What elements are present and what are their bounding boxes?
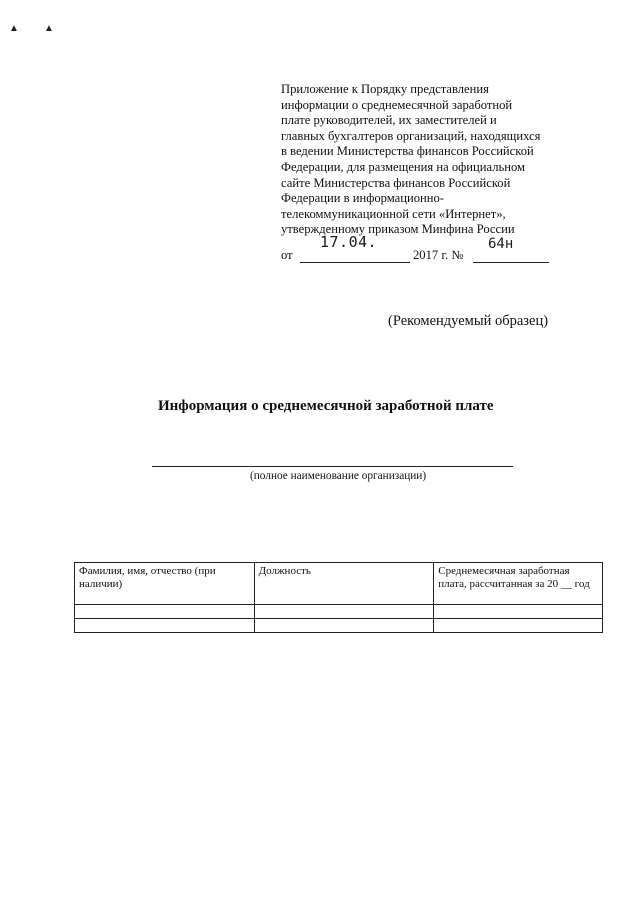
corner-mark: ▲ <box>44 23 54 34</box>
handwritten-order-number: 64н <box>488 236 514 252</box>
corner-mark: ▲ <box>9 23 19 34</box>
appendix-line: Федерации, для размещения на официальном <box>281 159 526 174</box>
table-cell <box>434 619 603 633</box>
order-number-blank-line <box>473 262 549 263</box>
appendix-line: информации о среднемесячной заработной <box>281 97 513 112</box>
handwritten-date: 17.04. <box>320 233 378 251</box>
organization-name-caption: (полное наименование организации) <box>250 470 427 482</box>
appendix-line: в ведении Министерства финансов Российской <box>281 144 534 159</box>
appendix-line: Федерации в информационно- <box>281 191 444 206</box>
recommended-sample-label: (Рекомендуемый образец) <box>388 313 549 329</box>
table-header-row <box>75 563 603 605</box>
table-cell <box>75 619 255 633</box>
date-blank-line <box>300 262 410 263</box>
appendix-note <box>281 82 571 238</box>
year-number-label: 2017 г. № <box>413 248 464 262</box>
order-reference-line <box>281 233 571 268</box>
from-label: от <box>281 248 293 262</box>
table-cell <box>75 605 255 619</box>
header-cell-average-salary: Среднемесячная заработная плата, рассчитанная за 20 __ год <box>434 563 603 605</box>
appendix-line: главных бухгалтеров организаций, находящихся <box>281 128 541 143</box>
table-row <box>75 605 603 619</box>
appendix-line: Приложение к Порядку представления <box>281 82 489 96</box>
appendix-line: сайте Министерства финансов Российской <box>281 175 511 190</box>
table-row <box>75 619 603 633</box>
appendix-line: утвержденному приказом Минфина России <box>281 222 515 237</box>
header-cell-position: Должность <box>254 563 434 605</box>
organization-name-line <box>152 466 513 467</box>
table-cell <box>434 605 603 619</box>
table-cell <box>254 619 434 633</box>
appendix-line: телекоммуникационной сети «Интернет», <box>281 206 506 221</box>
header-cell-full-name: Фамилия, имя, отчество (при наличии) <box>75 563 255 605</box>
salary-table <box>74 562 603 633</box>
table-cell <box>254 605 434 619</box>
document-title: Информация о среднемесячной заработной плате <box>158 398 494 414</box>
appendix-line: плате руководителей, их заместителей и <box>281 113 497 128</box>
